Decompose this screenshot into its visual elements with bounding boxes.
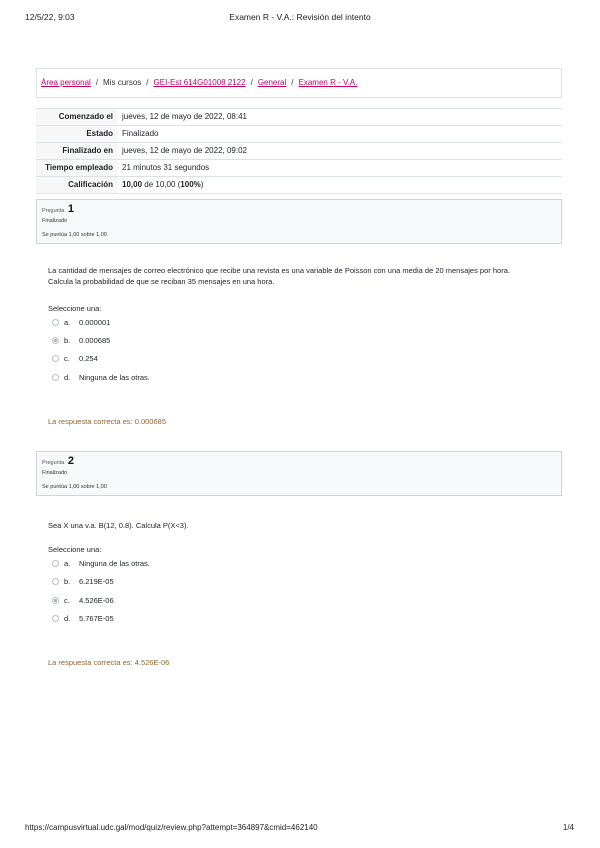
radio-button[interactable] [52, 355, 59, 362]
question-label: Pregunta [42, 208, 65, 214]
breadcrumb-separator: / [95, 78, 99, 87]
option-letter: a. [64, 559, 71, 568]
question-2-info [36, 451, 562, 496]
option-letter: c. [64, 596, 70, 605]
breadcrumb-exam[interactable]: Examen R - V.A. [298, 78, 358, 87]
print-header [0, 12, 600, 26]
page-count: 1/4 [562, 823, 574, 832]
summary-row-finished [36, 143, 562, 160]
option-text: Ninguna de las otras. [79, 373, 150, 382]
radio-button-checked[interactable] [52, 597, 59, 604]
breadcrumb-area-personal[interactable]: Área personal [41, 78, 91, 87]
question-number-value: 1 [67, 203, 74, 215]
question-1-text-line1: La cantidad de mensajes de correo electrónico que recibe una revista es una variable de Poisson con una media de 20 mensajes por hora. [48, 266, 510, 275]
option-text: 4.526E-06 [79, 596, 114, 605]
state-value: Finalizado [118, 126, 562, 143]
question-label: Pregunta [42, 460, 65, 466]
option-letter: d. [64, 373, 71, 382]
radio-button[interactable] [52, 578, 59, 585]
question-2-text [48, 520, 189, 531]
question-1-info [36, 199, 562, 244]
option-text: Ninguna de las otras. [79, 559, 150, 568]
document-title: Examen R - V.A.: Revisión del intento [229, 12, 371, 22]
attempt-summary-table [36, 108, 562, 194]
print-date: 12/5/22, 9:03 [25, 12, 75, 22]
question-2-feedback: La respuesta correcta es: 4.526E-06 [48, 658, 170, 667]
question-number [42, 203, 74, 215]
question-1-text [48, 265, 510, 287]
time-value: 21 minutos 31 segundos [118, 160, 562, 177]
option-text: 0.000001 [79, 318, 111, 327]
option-text: 0.000685 [79, 336, 111, 345]
breadcrumb-separator: / [291, 78, 294, 87]
page-url: https://campusvirtual.udc.gal/mod/quiz/review.php?attempt=364897&cmid=462140 [25, 823, 318, 832]
breadcrumb [36, 68, 562, 98]
question-1-prompt: Seleccione una: [48, 304, 102, 313]
question-1-feedback: La respuesta correcta es: 0.000685 [48, 417, 166, 426]
summary-row-started [36, 109, 562, 126]
grade-label: Calificación [36, 177, 118, 194]
summary-row-time [36, 160, 562, 177]
started-label: Comenzado el [36, 109, 118, 126]
grade-percent: 100% [180, 180, 201, 189]
finished-label: Finalizado en [36, 143, 118, 160]
option-letter: a. [64, 318, 71, 327]
question-state: Finalizado [42, 218, 68, 224]
radio-button[interactable] [52, 615, 59, 622]
summary-row-grade [36, 177, 562, 194]
breadcrumb-separator: / [146, 78, 149, 87]
question-1-text-line2: Calcula la probabilidad de que se reciban 35 mensajes en una hora. [48, 277, 275, 286]
radio-button-checked[interactable] [52, 337, 59, 344]
option-letter: c. [64, 354, 70, 363]
state-label: Estado [36, 126, 118, 143]
question-grade: Se puntúa 1,00 sobre 1,00 [42, 484, 107, 490]
breadcrumb-general[interactable]: General [257, 78, 287, 87]
question-grade: Se puntúa 1,00 sobre 1,00 [42, 232, 107, 238]
breadcrumb-course[interactable]: GEI-Est 614G01008 2122 [153, 78, 246, 87]
question-2-prompt: Seleccione una: [48, 545, 102, 554]
summary-row-state [36, 126, 562, 143]
option-letter: b. [64, 577, 71, 586]
started-value: jueves, 12 de mayo de 2022, 08:41 [118, 109, 562, 126]
radio-button[interactable] [52, 374, 59, 381]
grade-end: ) [200, 180, 204, 189]
time-label: Tiempo empleado [36, 160, 118, 177]
option-letter: d. [64, 614, 71, 623]
breadcrumb-mis-cursos: Mis cursos [103, 78, 142, 87]
grade-score: 10,00 [122, 180, 143, 189]
option-text: 6.219E-05 [79, 577, 114, 586]
grade-mid: de 10,00 ( [144, 180, 181, 189]
radio-button[interactable] [52, 319, 59, 326]
radio-button[interactable] [52, 560, 59, 567]
option-text: 5.767E-05 [79, 614, 114, 623]
question-state: Finalizado [42, 470, 68, 476]
question-number-value: 2 [67, 455, 74, 467]
question-2-text-line1: Sea X una v.a. B(12, 0.8). Calcula P(X<3). [48, 521, 189, 530]
option-letter: b. [64, 336, 71, 345]
option-text: 0.254 [79, 354, 98, 363]
grade-value [118, 177, 562, 194]
question-number [42, 455, 74, 467]
breadcrumb-separator: / [250, 78, 253, 87]
finished-value: jueves, 12 de mayo de 2022, 09:02 [118, 143, 562, 160]
